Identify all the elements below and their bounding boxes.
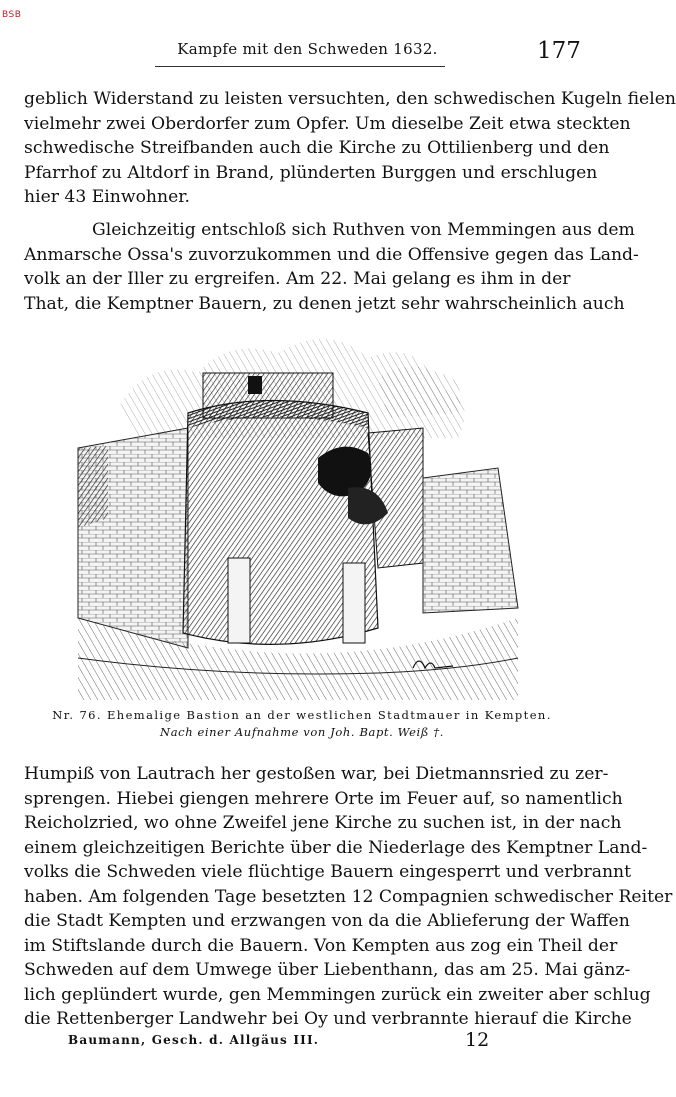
text-line: im Stiftslande durch die Bauern. Von Kempten aus zog ein Theil der (24, 935, 618, 956)
paragraph-3 (24, 762, 673, 1032)
text-line: Anmarsche Ossa's zuvorzukommen und die Offensive gegen das Land- (24, 244, 639, 265)
figure-caption: Nr. 76. Ehemalige Bastion an der westlichen Stadtmauer in Kempten. (52, 708, 552, 722)
footer-signature: Baumann, Gesch. d. Allgäus III. (68, 1033, 320, 1047)
text-line: That, die Kemptner Bauern, zu denen jetzt sehr wahrscheinlich auch (24, 293, 625, 314)
text-line: schwedische Streifbanden auch die Kirche zu Ottilienberg und den (24, 138, 610, 158)
text-line: Pfarrhof zu Altdorf in Brand, plünderten Burggen und erschlugen (24, 162, 598, 183)
figure-credit: Nach einer Aufnahme von Joh. Bapt. Weiß †. (160, 725, 444, 739)
text-line: die Stadt Kempten und erzwangen von da die Ablieferung der Waffen (24, 911, 630, 931)
text-line: sprengen. Hiebei giengen mehrere Orte im Feuer auf, so namentlich (24, 788, 623, 809)
text-line: haben. Am folgenden Tage besetzten 12 Compagnien schwedischer Reiter (24, 886, 673, 907)
text-line: Reicholzried, wo ohne Zweifel jene Kirche zu suchen ist, in der nach (24, 813, 622, 833)
paragraph-2 (24, 218, 639, 316)
text-line: die Rettenberger Landwehr bei Oy und verbrannte hierauf die Kirche (24, 1009, 632, 1029)
bastion-illustration (78, 318, 518, 700)
text-line: Schweden auf dem Umwege über Liebenthann, das am 25. Mai gänz- (24, 960, 631, 980)
text-line: Gleichzeitig entschloß sich Ruthven von Memmingen aus dem (92, 220, 635, 240)
running-head-title: Kampfe mit den Schweden 1632. (177, 40, 438, 58)
header-rule (155, 66, 445, 67)
text-line: geblich Widerstand zu leisten versuchten, den schwedischen Kugeln fielen (24, 89, 676, 109)
text-line: volk an der Iller zu ergreifen. Am 22. Mai gelang es ihm in der (24, 269, 571, 289)
library-stamp: BSB (2, 10, 22, 20)
text-line: volks die Schweden viele flüchtige Bauern eingesperrt und verbrannt (24, 862, 632, 882)
text-line: vielmehr zwei Oberdorfer zum Opfer. Um dieselbe Zeit etwa steckten (24, 113, 631, 134)
text-line: lich geplündert wurde, gen Memmingen zurück ein zweiter aber schlug (24, 984, 651, 1005)
text-line: Humpiß von Lautrach her gestoßen war, bei Dietmannsried zu zer- (24, 764, 609, 784)
paragraph-1 (24, 87, 676, 210)
text-line: hier 43 Einwohner. (24, 187, 191, 207)
page-number: 177 (537, 38, 581, 64)
text-line: einem gleichzeitigen Berichte über die Niederlage des Kemptner Land- (24, 837, 648, 858)
sheet-number: 12 (465, 1029, 490, 1051)
